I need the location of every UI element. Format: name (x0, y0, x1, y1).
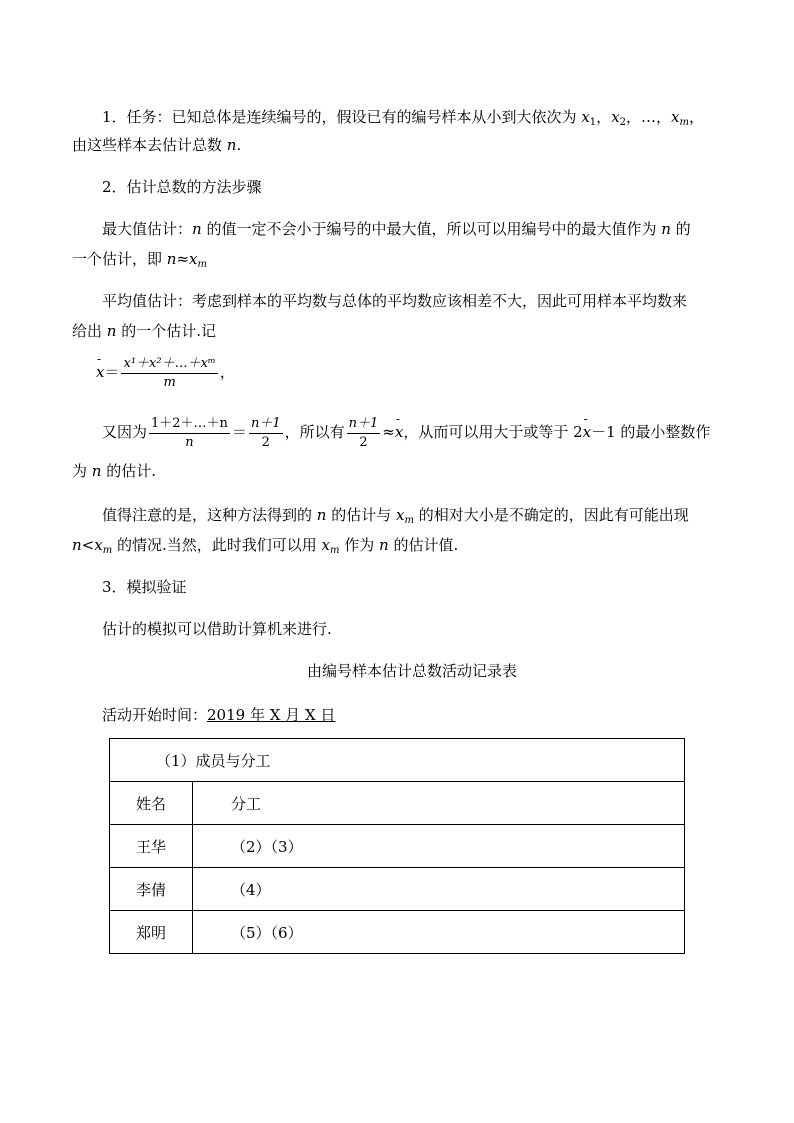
var-n: n (166, 250, 177, 268)
table-row (110, 868, 685, 911)
comma: ， (219, 363, 235, 381)
note-text: 值得注意的是，这种方法得到的 (102, 506, 317, 524)
table-title: 由编号样本估计总数活动记录表 (306, 662, 517, 680)
sum-fraction (149, 415, 230, 452)
sub-m: m (404, 515, 414, 526)
section-3-text: 估计的模拟可以借助计算机来进行. (102, 620, 332, 638)
note-text-5: 作为 (339, 536, 380, 554)
var-n: n (72, 536, 82, 554)
mean-formula (96, 352, 496, 392)
section-3-heading: 3．模拟验证 (102, 578, 187, 596)
table-row (110, 911, 685, 954)
fraction-numerator: 1＋2＋…＋n (149, 415, 230, 434)
note-text-2: 的估计与 (326, 506, 396, 524)
half-fraction-2 (347, 415, 381, 452)
col-task-header: 分工 (193, 782, 685, 825)
because-line (72, 410, 762, 454)
fraction-numerator: n＋1 (249, 415, 283, 434)
activity-start-line (72, 700, 762, 730)
sub-m: m (197, 259, 207, 270)
sub-m: m (102, 545, 113, 556)
avg-text: 给出 (72, 322, 107, 340)
approx-sign: ≈ (382, 423, 395, 441)
var-n: n (192, 220, 202, 238)
var-n: n (91, 462, 102, 480)
var-x: x (321, 536, 330, 554)
note-text-4: 的情况.当然，此时我们可以用 (112, 536, 322, 554)
member-name: 王华 (110, 825, 193, 868)
section-2-heading: 2．估计总数的方法步骤 (102, 178, 262, 196)
period: . (236, 136, 242, 154)
task-line-1 (72, 102, 762, 132)
task-text-2: 由这些样本去估计总数 (72, 136, 227, 154)
as-text-end: 的估计. (101, 462, 156, 480)
var-n: n (661, 220, 671, 238)
note-text-6: 的估计值. (388, 536, 459, 554)
member-task: （5）（6） (193, 911, 685, 954)
var-n: n (379, 536, 389, 554)
table-row (110, 825, 685, 868)
ellipsis: ，…， (626, 108, 672, 126)
comma: ， (596, 108, 612, 126)
because-text-3: ，从而可以用大于或等于 2 (403, 423, 583, 441)
table-header-row (110, 739, 685, 782)
task-text: 1．任务：已知总体是连续编号的，假设已有的编号样本从小到大依次为 (102, 108, 582, 126)
half-fraction (249, 415, 283, 452)
member-task: （4） (193, 868, 685, 911)
member-name: 李倩 (110, 868, 193, 911)
avg-text-end: 的一个估计.记 (116, 322, 216, 340)
task-line-2 (72, 130, 732, 160)
var-n: n (316, 506, 327, 524)
members-header: （1）成员与分工 (110, 739, 685, 782)
because-text: 又因为 (102, 423, 148, 441)
var-x: x (396, 506, 405, 524)
equals-sign: ＝ (104, 363, 120, 381)
x-bar: - x (395, 410, 403, 454)
note-line-1 (72, 500, 762, 530)
var-x2: x (611, 108, 620, 126)
start-date: 2019 年 X 月 X 日 (207, 706, 336, 724)
record-table (109, 738, 685, 954)
less-than-sign: < (81, 536, 95, 554)
var-n: n (226, 136, 237, 154)
x-bar: - x (96, 352, 104, 392)
member-task: （2）（3） (193, 825, 685, 868)
var-n: n (106, 322, 117, 340)
max-text: 的值一定不会小于编号的中最大值，所以可以用编号中的最大值作为 (201, 220, 662, 238)
col-name-header: 姓名 (110, 782, 193, 825)
sub-1: 1 (589, 117, 597, 128)
sub-2: 2 (619, 117, 627, 128)
fraction-denominator: n (185, 434, 194, 450)
note-line-2 (72, 530, 732, 560)
fraction-denominator: m (163, 374, 176, 390)
start-label: 活动开始时间： (102, 706, 208, 724)
fraction-numerator: n＋1 (347, 415, 381, 434)
comma: ， (689, 108, 705, 126)
as-line (72, 456, 732, 486)
member-name: 郑明 (110, 911, 193, 954)
max-label: 最大值估计： (102, 220, 193, 238)
avg-estimate-line-2 (72, 316, 732, 346)
var-x: x (189, 250, 198, 268)
equals-sign: ＝ (231, 423, 247, 441)
max-estimate-line-2 (72, 244, 732, 274)
because-text-2: ，所以有 (284, 423, 345, 441)
sub-m: m (329, 545, 340, 556)
max-text-end: 的 (670, 220, 691, 238)
approx-sign: ≈ (176, 250, 190, 268)
avg-estimate-line-1: 平均值估计：考虑到样本的平均数与总体的平均数应该相差不大，因此可用样本平均数来 (102, 292, 688, 310)
sub-m: m (679, 117, 689, 128)
var-x: x (94, 536, 103, 554)
fraction-denominator: 2 (359, 434, 368, 450)
fraction-numerator: x¹＋x²＋…＋xᵐ (121, 355, 217, 374)
note-text-3: 的相对大小是不确定的，因此有可能出现 (413, 506, 689, 524)
as-text: 为 (72, 462, 92, 480)
var-x1: x (581, 108, 590, 126)
fraction-denominator: 2 (261, 434, 270, 450)
max-text-2: 一个估计，即 (72, 250, 167, 268)
max-estimate-line-1 (72, 214, 762, 244)
var-xm: x (671, 108, 680, 126)
table-column-row (110, 782, 685, 825)
mean-fraction (121, 355, 217, 392)
because-text-4: －1 的最小整数作 (591, 423, 711, 441)
x-bar: - x (583, 410, 591, 454)
